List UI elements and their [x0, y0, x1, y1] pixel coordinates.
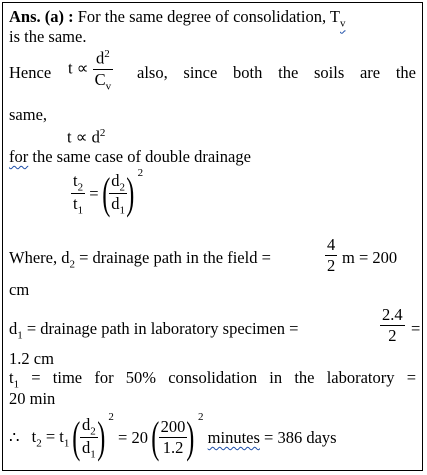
lab-cont: 1.2 cm	[9, 349, 54, 368]
lab-eq: =	[411, 319, 421, 338]
where-cont: cm	[9, 280, 30, 299]
answer-box	[2, 2, 423, 471]
time-line: $t_1$ = time for 50% consolidation in the laboratory =	[9, 368, 416, 391]
result-equation: ∴ $t_2 = t_1$( $\frac{d_2}{d_1}$ ) $^2$ = 20( $\frac{200}{1.2}$ ) $^2$ minutes = 386 days	[9, 410, 337, 462]
hence-fraction	[93, 48, 114, 92]
hence-num: $d^2$	[96, 48, 110, 68]
double-drainage-line: for the same case of double drainage	[9, 147, 251, 166]
answer-label: Ans. (a) :	[9, 7, 74, 26]
hence-rest: also, since both the soils are the	[137, 63, 416, 82]
where-post: m = 200	[342, 248, 398, 267]
ratio-equation: $\frac{t_2}{t_1}$ =( $\frac{d_2}{d_1}$ ) $^2$	[73, 166, 144, 218]
hence-t: t	[68, 58, 73, 78]
hence-cont: same,	[9, 105, 48, 124]
answer-text-sub: v	[340, 17, 346, 30]
answer-text: For the same degree of consolidation, T	[77, 7, 341, 26]
hence-formula	[68, 48, 113, 92]
hence-den: $C_v$	[94, 69, 112, 92]
time-cont: 20 min	[9, 389, 56, 408]
lab-fraction: $\frac{2.4}{2}$	[382, 305, 403, 345]
hence-word: Hence	[9, 63, 52, 82]
lab-line: $d_1$ = drainage path in laboratory specimen =	[9, 319, 299, 342]
answer-line-2: is the same.	[9, 27, 87, 46]
hence-prop: ∝	[76, 58, 89, 78]
where-fraction: $\frac{4}{2}$	[327, 235, 336, 275]
answer-line-1	[9, 7, 346, 29]
where-line: Where, $d_2$ = drainage path in the field =	[9, 248, 271, 271]
prop-line: $t \propto d^2$	[67, 127, 106, 147]
